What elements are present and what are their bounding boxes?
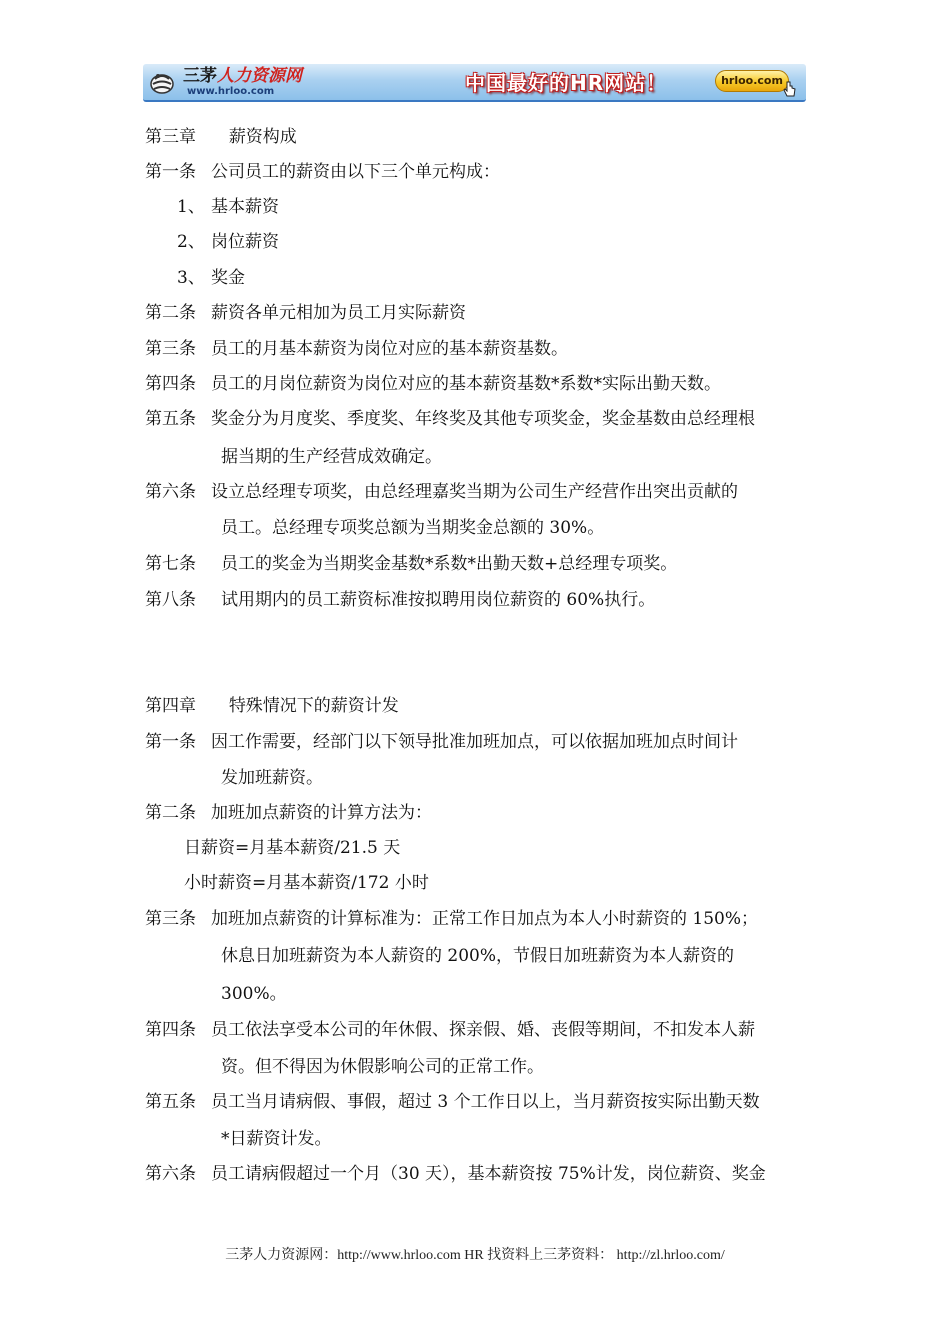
chapter4-article5-text: 员工当月请病假、事假，超过 3 个工作日以上，当月薪资按实际出勤天数 [211, 1092, 760, 1112]
list-item-text: 岗位薪资 [211, 232, 279, 252]
banner-brand [183, 66, 302, 86]
chapter3-article3-text: 员工的月基本薪资为岗位对应的基本薪资基数。 [211, 339, 568, 359]
chapter3-article5-label: 第五条 [145, 409, 196, 429]
chapter4-article4-label: 第四条 [145, 1020, 196, 1040]
chapter3-heading [145, 126, 297, 148]
chapter3-article7-label: 第七条 [145, 554, 196, 574]
formula-daily-salary: 日薪资=月基本薪资/21.5 天 [184, 838, 401, 858]
brand-part2: 人力资源网 [217, 66, 302, 86]
chapter3-number: 第三章 [145, 127, 196, 147]
page-footer: 三茅人力资源网：http://www.hrloo.com HR 找资料上三茅资料： http://zl.hrloo.com/ [225, 1248, 725, 1263]
chapter4-article2-text: 加班加点薪资的计算方法为： [211, 803, 432, 823]
chapter4-article3-cont2: 300%。 [221, 984, 287, 1004]
chapter3-article2-label: 第二条 [145, 303, 196, 323]
list-item-num: 3、 [177, 268, 205, 288]
list-item-text: 基本薪资 [211, 197, 279, 217]
chapter3-article5-text: 奖金分为月度奖、季度奖、年终奖及其他专项奖金，奖金基数由总经理根 [211, 409, 755, 429]
chapter3-article7-text: 员工的奖金为当期奖金基数*系数*出勤天数+总经理专项奖。 [221, 554, 678, 574]
chapter4-article6-text: 员工请病假超过一个月（30 天），基本薪资按 75%计发，岗位薪资、奖金 [211, 1164, 766, 1184]
chapter3-article5-cont: 据当期的生产经营成效确定。 [221, 447, 442, 467]
chapter4-article4-text: 员工依法享受本公司的年休假、探亲假、婚、丧假等期间，不扣发本人薪 [211, 1020, 755, 1040]
formula-hourly-salary: 小时薪资=月基本薪资/172 小时 [184, 873, 429, 893]
chapter4-article3-label: 第三条 [145, 909, 196, 929]
chapter3-article6-label: 第六条 [145, 482, 196, 502]
chapter4-article3-cont: 休息日加班薪资为本人薪资的 200%，节假日加班薪资为本人薪资的 [221, 946, 735, 966]
chapter3-article8-text: 试用期内的员工薪资标准按拟聘用岗位薪资的 60%执行。 [221, 590, 656, 610]
list-item-text: 奖金 [211, 268, 245, 288]
hrloo-button[interactable]: hrloo.com [715, 70, 789, 92]
chapter4-heading [145, 695, 399, 717]
list-item-num: 1、 [177, 197, 205, 217]
chapter3-article4-text: 员工的月岗位薪资为岗位对应的基本薪资基数*系数*实际出勤天数。 [211, 374, 721, 394]
chapter3-title: 薪资构成 [228, 127, 297, 147]
chapter3-article2-text: 薪资各单元相加为员工月实际薪资 [211, 303, 466, 323]
site-banner[interactable] [143, 64, 806, 102]
brand-part1: 三茅 [183, 66, 217, 86]
chapter4-article3-text: 加班加点薪资的计算标准为：正常工作日加点为本人小时薪资的 150%； [211, 909, 759, 929]
chapter3-article3-label: 第三条 [145, 339, 196, 359]
chapter3-article1-label: 第一条 [145, 162, 196, 182]
hand-cursor-icon [783, 81, 797, 99]
chapter3-article6-text: 设立总经理专项奖，由总经理嘉奖当期为公司生产经营作出突出贡献的 [211, 482, 738, 502]
chapter4-article5-cont: *日薪资计发。 [221, 1129, 332, 1149]
list-item-num: 2、 [177, 232, 205, 252]
chapter3-article1-text: 公司员工的薪资由以下三个单元构成： [211, 162, 500, 182]
chapter3-article8-label: 第八条 [145, 590, 196, 610]
chapter4-number: 第四章 [145, 696, 196, 716]
chapter3-article6-cont: 员工。总经理专项奖总额为当期奖金总额的 30%。 [221, 518, 605, 538]
chapter4-article5-label: 第五条 [145, 1092, 196, 1112]
chapter4-article1-text: 因工作需要，经部门以下领导批准加班加点，可以依据加班加点时间计 [211, 732, 738, 752]
chapter4-title: 特殊情况下的薪资计发 [228, 696, 399, 716]
banner-slogan: 中国最好的HR网站！ [465, 71, 668, 95]
chapter4-article1-cont: 发加班薪资。 [221, 768, 323, 788]
bee-logo-icon [147, 67, 177, 97]
chapter4-article2-label: 第二条 [145, 803, 196, 823]
chapter3-article4-label: 第四条 [145, 374, 196, 394]
chapter4-article6-label: 第六条 [145, 1164, 196, 1184]
banner-url: www.hrloo.com [187, 86, 275, 97]
chapter4-article4-cont: 资。但不得因为休假影响公司的正常工作。 [221, 1057, 544, 1077]
chapter4-article1-label: 第一条 [145, 732, 196, 752]
